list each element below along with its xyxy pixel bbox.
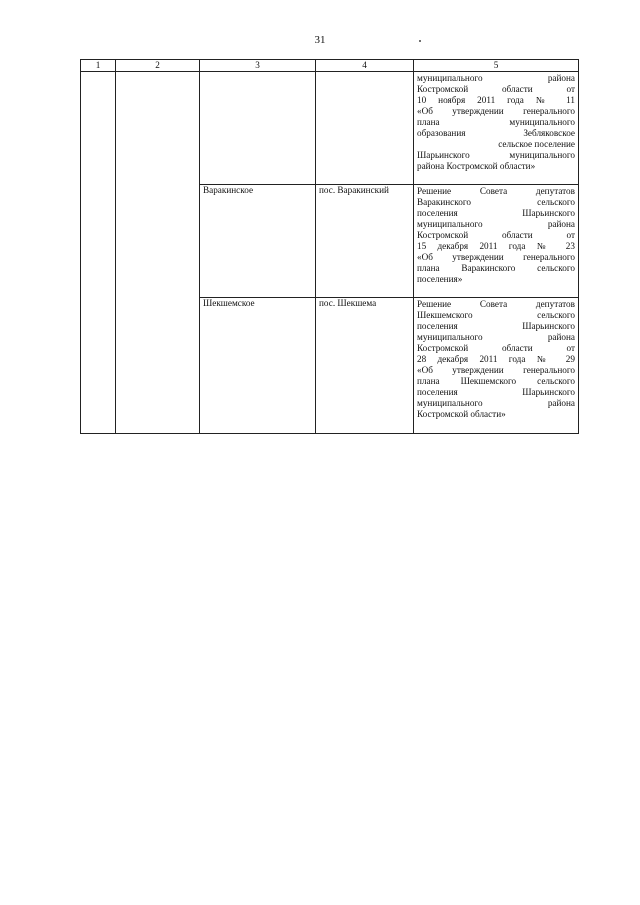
decision-line: плана Варакинского сельского (417, 263, 575, 273)
decision-cell (414, 185, 579, 298)
settlement-cell: Шекшемское (200, 298, 316, 434)
decision-line: «Об утверждении генерального (417, 106, 575, 116)
decision-line: Костромской области» (417, 409, 506, 419)
decision-cell (414, 72, 579, 185)
decision-line: муниципального района (417, 332, 575, 342)
decision-line: поселения Шарьинского (417, 208, 575, 218)
column-2-cell (116, 72, 200, 434)
decision-line: Костромской области от (417, 230, 575, 240)
decision-line: плана муниципального (417, 117, 575, 127)
decision-line: Костромской области от (417, 343, 575, 353)
decision-line: поселения Шарьинского (417, 321, 575, 331)
column-header-3: 3 (200, 60, 316, 72)
column-header-2: 2 (116, 60, 200, 72)
decision-line: Решение Совета депутатов (417, 186, 575, 196)
decision-line: плана Шекшемского сельского (417, 376, 575, 386)
column-header-1: 1 (81, 60, 116, 72)
decision-line: образования Зебляковское (417, 128, 575, 138)
decision-line: 15 декабря 2011 года № 23 (417, 241, 575, 251)
table-row (81, 72, 579, 185)
decision-line: Решение Совета депутатов (417, 299, 575, 309)
column-header-5: 5 (414, 60, 579, 72)
center-cell: пос. Варакинский (316, 185, 414, 298)
decision-line: «Об утверждении генерального (417, 365, 575, 375)
center-cell (316, 72, 414, 185)
table-header-row (81, 60, 579, 72)
decision-line: 10 ноября 2011 года № 11 (417, 95, 575, 105)
decision-line: поселения Шарьинского (417, 387, 575, 397)
decision-line: сельское поселение (498, 139, 575, 149)
decision-line: «Об утверждении генерального (417, 252, 575, 262)
decision-line: района Костромской области» (417, 161, 536, 171)
settlements-table (80, 59, 579, 434)
decision-cell (414, 298, 579, 434)
column-header-4: 4 (316, 60, 414, 72)
decision-line: 28 декабря 2011 года № 29 (417, 354, 575, 364)
column-1-cell (81, 72, 116, 434)
page-number: 31 (314, 34, 326, 46)
decision-line: поселения» (417, 274, 463, 284)
settlement-cell: Варакинское (200, 185, 316, 298)
decision-line: муниципального района (417, 219, 575, 229)
decision-line: Варакинского сельского (417, 197, 575, 207)
decision-line: муниципального района (417, 73, 575, 83)
scan-speck (419, 40, 421, 42)
decision-line: муниципального района (417, 398, 575, 408)
center-cell: пос. Шекшема (316, 298, 414, 434)
settlement-cell (200, 72, 316, 185)
decision-line: Шарьинского муниципального (417, 150, 575, 160)
decision-line: Шекшемского сельского (417, 310, 575, 320)
decision-line: Костромской области от (417, 84, 575, 94)
